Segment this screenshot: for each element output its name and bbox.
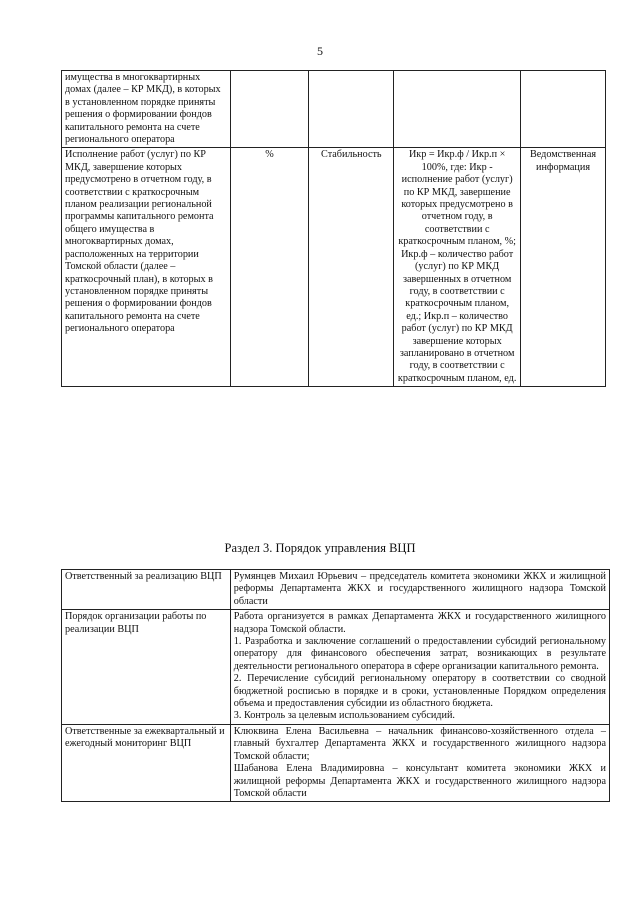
table-row (62, 724, 610, 801)
row-value (230, 724, 609, 801)
paragraph: 3. Контроль за целевым использованием субсидий. (233, 710, 455, 722)
section-heading: Раздел 3. Порядок управления ВЦП (224, 541, 416, 555)
row-value: Румянцев Михаил Юрьевич – председатель комитета экономики ЖКХ и жилищной реформы Департамента ЖКХ и государственного жилищного надзора Томской области (230, 570, 609, 610)
unit-cell: % (230, 148, 309, 387)
table-row (62, 71, 606, 148)
paragraph: 1. Разработка и заключение соглашений о предоставлении субсидий региональному оператору для финансового обеспечения затрат, возникающих в результате деятельности регионального оператора в сфере организации капитального ремонта. (233, 636, 606, 672)
formula-cell (394, 71, 521, 148)
management-table (61, 569, 610, 802)
formula-cell: Икр = Икр.ф / Икр.п × 100%, где: Икр - исполнение работ (услуг) по КР МКД, завершение которых предусмотрено в отчетном году, в соответствии с краткосрочным планом, %; Икр.ф – количество работ (услуг) по КР МКД завершенных в отчетном году, в соответствии с краткосрочным планом, ед.; Икр.п – количество работ (услуг) по КР МКД завершение которых запланировано в отчетном году, в соответствии с краткосрочным планом, ед. (394, 148, 521, 387)
source-cell (521, 71, 606, 148)
trend-cell (309, 71, 394, 148)
paragraph: Клюквина Елена Васильевна – начальник финансово-хозяйственного отдела – главный бухгалтер Департамента ЖКХ и государственного жилищного надзора Томской области; (233, 725, 606, 762)
paragraph: Работа организуется в рамках Департамента ЖКХ и государственного жилищного надзора Томской области. (233, 611, 606, 635)
trend-cell: Стабильность (309, 148, 394, 387)
table-row (62, 570, 610, 610)
indicator-name-cell: имущества в многоквартирных домах (далее – КР МКД), в которых в установленном порядке приняты решения о формировании фондов капитального ремонта на счете регионального оператора (62, 71, 231, 148)
table-row (62, 148, 606, 387)
row-value (230, 610, 609, 725)
indicator-name-cell: Исполнение работ (услуг) по КР МКД, завершение которых предусмотрено в отчетном году, в соответствии с краткосрочным планом реализации региональной программы капитального ремонта общего имущества в многоквартирных домах, расположенных на территории Томской области (далее – краткосрочный план), в которых в установленном порядке приняты решения о формировании фондов капитального ремонта на счете регионального оператора (62, 148, 231, 387)
indicator-table (61, 70, 606, 387)
row-label: Ответственные за ежеквартальный и ежегодный мониторинг ВЦП (62, 724, 231, 801)
paragraph: 2. Перечисление субсидий региональному оператору в соответствии со сводной бюджетной росписью в порядке и в сроки, установленные Порядком определения объема и предоставления субсидии из областного бюджета. (233, 673, 606, 710)
source-cell: Ведомственная информация (521, 148, 606, 387)
table-row (62, 610, 610, 725)
unit-cell (230, 71, 309, 148)
page-number: 5 (317, 44, 323, 58)
row-label: Порядок организации работы по реализации ВЦП (62, 610, 231, 725)
row-label: Ответственный за реализацию ВЦП (62, 570, 231, 610)
paragraph: Шабанова Елена Владимировна – консультант комитета экономики ЖКХ и жилищной реформы Департамента ЖКХ и государственного жилищного надзора Томской области (233, 763, 606, 799)
